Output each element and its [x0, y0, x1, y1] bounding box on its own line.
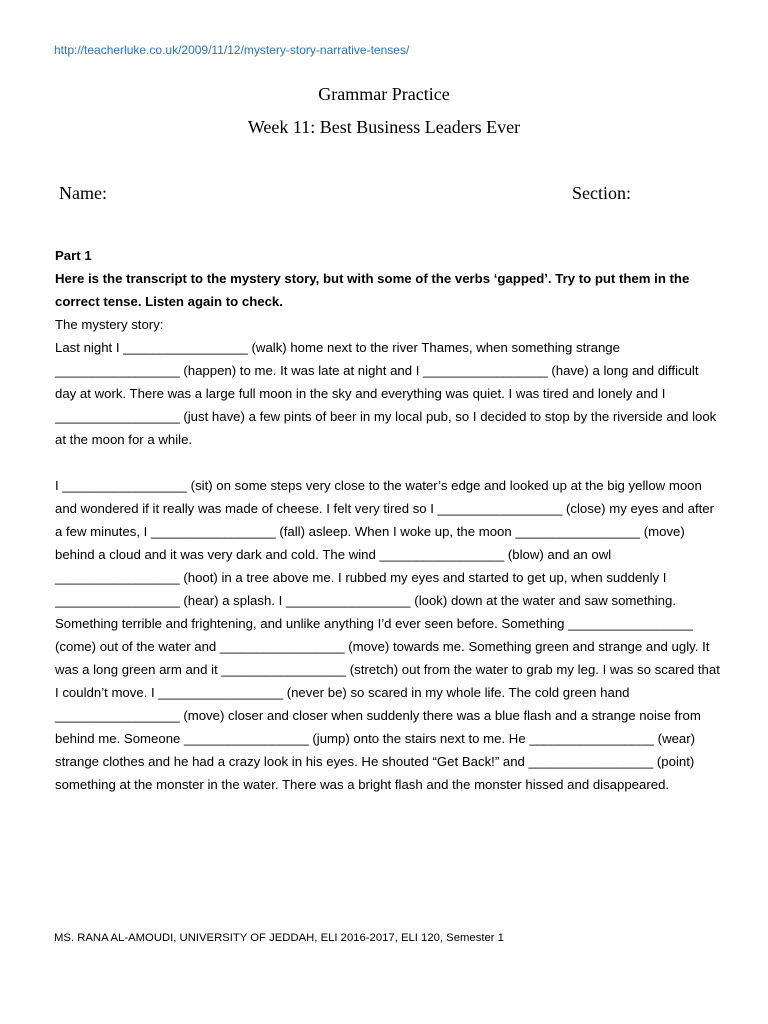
section-label: Section:	[572, 183, 631, 203]
page-subtitle: Week 11: Best Business Leaders Ever	[247, 117, 521, 137]
page-title: Grammar Practice	[318, 84, 450, 104]
paragraph-spacer	[55, 451, 720, 474]
story-paragraph-1: Last night I _________________ (walk) home next to the river Thames, when something strange _________________ (happen) to me. It was late at night and I _________________ (have) a long and difficult day at work. There was a large full moon in the sky and everything was quiet. I was tired and lonely and I _________________ (just have) a few pints of beer in my local pub, so I decided to stop by the riverside and look at the moon for a while.	[55, 340, 717, 447]
story-paragraph-2: I _________________ (sit) on some steps very close to the water’s edge and looked up at the big yellow moon and wondered if it really was made of cheese. I felt very tired so I _________________ (close) my eyes and after a few minutes, I _________________ (fall) asleep. When I woke up, the moon _________________ (move) behind a cloud and it was very dark and cold. The wind _________________ (blow) and an owl _________________ (hoot) in a tree above me. I rubbed my eyes and started to get up, when suddenly I _________________ (hear) a splash. I _________________ (look) down at the water and saw something. Something terrible and frightening, and unlike anything I’d ever seen before. Something _________________ (come) out of the water and _________________ (move) towards me. Something green and strange and ugly. It was a long green arm and it _________________ (stretch) out from the water to grab my leg. I was so scared that I couldn’t move. I _________________ (never be) so scared in my whole life. The cold green hand _________________ (move) closer and closer when suddenly there was a blue flash and a strange noise from behind me. Someone _________________ (jump) onto the stairs next to me. He _________________ (wear) strange clothes and he had a crazy look in his eyes. He shouted “Get Back!” and _________________ (point) something at the monster in the water. There was a bright flash and the monster hissed and disappeared.	[55, 478, 720, 792]
footer-credit: MS. RANA AL-AMOUDI, UNIVERSITY OF JEDDAH, ELI 2016-2017, ELI 120, Semester 1	[54, 932, 504, 944]
story-label: The mystery story:	[55, 317, 164, 332]
name-label: Name:	[59, 183, 107, 203]
part-heading: Part 1	[55, 248, 92, 263]
worksheet-content	[55, 244, 720, 796]
source-url-link[interactable]: http://teacherluke.co.uk/2009/11/12/mystery-story-narrative-tenses/	[54, 43, 410, 57]
instructions: Here is the transcript to the mystery story, but with some of the verbs ‘gapped’. Try to put them in the correct tense. Listen again to check.	[55, 271, 690, 309]
